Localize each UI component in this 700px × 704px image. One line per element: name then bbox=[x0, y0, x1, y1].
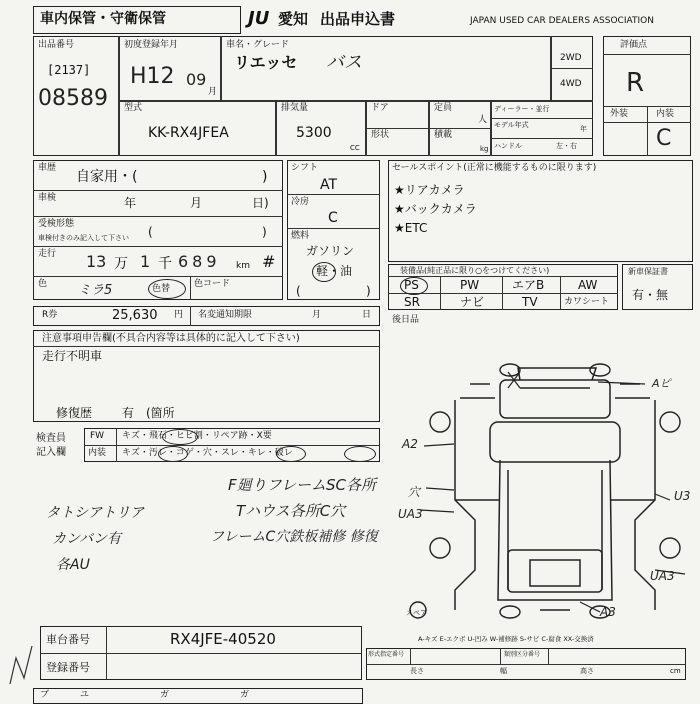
equip-airbag: エアB bbox=[512, 278, 545, 292]
load-label: 積載 bbox=[434, 130, 453, 140]
first-reg-month: 09 bbox=[186, 70, 207, 89]
bottom-tag-3: ガ bbox=[160, 690, 170, 700]
mileage-sen: 1 bbox=[140, 252, 151, 271]
class-label: 類別区分番号 bbox=[504, 651, 541, 658]
handnote-1: F廻りフレームSC各所 bbox=[228, 476, 377, 494]
diag-u3-right: U3 bbox=[674, 489, 691, 503]
form-title-en: JAPAN USED CAR DEALERS ASSOCIATION bbox=[470, 16, 654, 26]
fuel-open: ( bbox=[296, 284, 301, 298]
dim-height: 高さ bbox=[580, 667, 594, 675]
inspection-month: 月 bbox=[190, 196, 203, 210]
fuel-value-2: 軽・油 bbox=[316, 264, 353, 278]
lot-number: 08589 bbox=[38, 86, 108, 111]
inspector-label-2: 記入欄 bbox=[36, 447, 66, 458]
reception-note: 車検付きのみ記入して下さい bbox=[38, 234, 129, 242]
displacement-label: 排気量 bbox=[281, 103, 309, 113]
mileage-sen-unit: 千 bbox=[158, 256, 172, 272]
sales-points-label: セールスポイント(正常に機能するものに限ります) bbox=[392, 163, 597, 173]
in-scuff-circle bbox=[276, 446, 306, 462]
equip-tv: TV bbox=[522, 295, 538, 309]
equip-aw: AW bbox=[578, 278, 598, 292]
sales-point-2: ★バックカメラ bbox=[394, 202, 477, 216]
inspector-fw: FW bbox=[90, 431, 105, 441]
ac-value: C bbox=[328, 210, 338, 226]
mileage-unit: km bbox=[236, 261, 250, 271]
handnote-2: Tハウス各所C穴 bbox=[236, 502, 346, 520]
recycle-value: 25,630 bbox=[112, 308, 158, 323]
in-tear-circle bbox=[344, 446, 376, 462]
warranty-label: 新車保証書 bbox=[628, 267, 668, 276]
reception-open: ( bbox=[148, 225, 153, 239]
chassis-value: RX4JFE-40520 bbox=[170, 630, 276, 648]
capacity-label: 定員 bbox=[434, 103, 453, 113]
diag-hole: 穴 bbox=[408, 485, 421, 499]
handle-opts: 左・右 bbox=[556, 142, 577, 150]
car-grade-value: バス bbox=[326, 52, 362, 73]
handnote-5: カンバン有 bbox=[52, 531, 122, 547]
sales-point-3: ★ETC bbox=[394, 221, 428, 235]
mileage-rest: 689 bbox=[178, 252, 221, 271]
model-year-label: モデル年式 bbox=[494, 121, 529, 129]
color-label: 色 bbox=[38, 279, 48, 289]
first-reg-label: 初度登録年月 bbox=[124, 40, 179, 50]
history-label: 車歴 bbox=[38, 163, 57, 173]
after-label: 後日品 bbox=[392, 315, 420, 325]
fuel-label: 燃料 bbox=[291, 231, 310, 241]
margin-mark bbox=[6, 638, 36, 688]
registration-label: 登録番号 bbox=[46, 661, 90, 674]
repair-location: (箇所 bbox=[146, 406, 175, 420]
drive-4wd: 4WD bbox=[560, 79, 582, 89]
history-close: ) bbox=[262, 169, 268, 185]
diag-a-pillar: Aピ bbox=[652, 377, 671, 390]
notes-line-1: 走行不明車 bbox=[42, 349, 103, 363]
drive-2wd: 2WD bbox=[560, 53, 582, 63]
model-value: KK-RX4JFEA bbox=[148, 125, 229, 141]
name-change-label: 名変通知期限 bbox=[198, 310, 253, 320]
displacement-value: 5300 bbox=[296, 125, 332, 141]
lot-label: 出品番号 bbox=[38, 40, 75, 50]
shift-label: シフト bbox=[291, 163, 319, 173]
capacity-unit: 人 bbox=[478, 115, 488, 125]
recycle-label: R券 bbox=[42, 310, 58, 320]
handnote-6: 各AU bbox=[56, 557, 90, 573]
fuel-close: ) bbox=[366, 284, 371, 298]
equip-navi: ナビ bbox=[460, 295, 485, 309]
lot-sub: [2137] bbox=[47, 63, 91, 77]
equip-pw: PW bbox=[460, 278, 480, 292]
color-value: ミラ5 bbox=[78, 283, 113, 298]
equipment-label: 装備品(純正品に限り○をつけてください) bbox=[400, 266, 550, 275]
bottom-tag-1: ブ bbox=[40, 690, 50, 700]
mileage-label: 走行 bbox=[38, 249, 57, 259]
mileage-man: 13 bbox=[86, 252, 107, 271]
handnote-4: タトシアトリア bbox=[46, 505, 144, 521]
inspector-label-1: 検査員 bbox=[36, 433, 66, 444]
notes-title: 注意事項申告欄(不具合内容等は具体的に記入して下さい) bbox=[42, 333, 300, 344]
model-year-unit: 年 bbox=[580, 125, 587, 133]
bottom-tag-4: ガ bbox=[240, 690, 250, 700]
shape-label: 形状 bbox=[371, 130, 390, 140]
repair-value: 有 bbox=[122, 406, 135, 420]
color-changed-circle bbox=[148, 279, 186, 299]
name-change-month: 月 bbox=[312, 310, 322, 320]
handnote-3: フレームC穴鉄板補修 修復 bbox=[210, 529, 378, 545]
repair-label: 修復歴 bbox=[56, 406, 93, 420]
sales-point-1: ★リアカメラ bbox=[394, 183, 465, 197]
equip-ps: PS bbox=[404, 278, 419, 292]
interior-value: C bbox=[656, 126, 672, 151]
damage-legend: A-キズ E-エクボ U-凹み W-補修跡 S-サビ C-腐食 XX-交換済 bbox=[418, 635, 594, 643]
dim-width: 幅 bbox=[500, 667, 507, 675]
displacement-unit: CC bbox=[350, 144, 360, 152]
mileage-hash: # bbox=[262, 252, 276, 271]
equip-leather: カワシート bbox=[564, 297, 610, 307]
interior-label: 内装 bbox=[656, 109, 675, 119]
fuel-circle bbox=[312, 262, 336, 282]
inspector-interior: 内装 bbox=[88, 448, 107, 458]
reception-label: 受検形態 bbox=[38, 219, 75, 229]
in-dirt-circle bbox=[158, 446, 188, 462]
form-title: 出品申込書 bbox=[320, 10, 396, 28]
mileage-man-unit: 万 bbox=[114, 256, 128, 272]
color-code-label: 色コード bbox=[194, 279, 231, 289]
inspector-fw-items: キズ・飛石・ヒビ割・リペア跡・X要 bbox=[122, 431, 272, 441]
door-label: ドア bbox=[371, 103, 389, 113]
car-name-value: リエッセ bbox=[234, 53, 298, 72]
car-name-label: 車名・グレード bbox=[226, 40, 290, 50]
ju-logo: JU bbox=[248, 8, 270, 29]
recycle-unit: 円 bbox=[174, 310, 184, 320]
vehicle-damage-diagram bbox=[400, 360, 700, 630]
dealer-label: ディーラー・並行 bbox=[494, 105, 550, 113]
diag-spare: スペア bbox=[406, 609, 427, 617]
first-reg-era: H12 bbox=[130, 64, 175, 89]
ac-label: 冷房 bbox=[291, 197, 310, 207]
model-label: 型式 bbox=[124, 103, 143, 113]
dim-length: 長さ bbox=[410, 667, 424, 675]
diag-ua3-left: UA3 bbox=[398, 507, 423, 521]
name-change-day: 日 bbox=[362, 310, 372, 320]
fuel-value-1: ガソリン bbox=[306, 244, 355, 258]
equip-ps-circle bbox=[400, 277, 428, 295]
logo-city: 愛知 bbox=[278, 10, 309, 28]
storage-label: 車内保管・守衛保管 bbox=[40, 11, 166, 27]
diag-a2: A2 bbox=[402, 437, 418, 451]
history-value: 自家用・( bbox=[76, 169, 138, 185]
color-changed: 色替 bbox=[152, 284, 171, 294]
first-reg-month-unit: 月 bbox=[208, 87, 218, 97]
warranty-value: 有・無 bbox=[632, 288, 669, 302]
bottom-tag-2: ユ bbox=[80, 690, 90, 700]
handle-label: ハンドル bbox=[494, 142, 522, 150]
inspector-interior-items: キズ・汚レ・コゲ・穴・スレ・キレ・破レ bbox=[122, 448, 293, 458]
load-unit: kg bbox=[480, 145, 489, 153]
fw-stone-circle bbox=[162, 429, 198, 445]
dim-unit: cm bbox=[670, 667, 681, 675]
chassis-label: 車台番号 bbox=[46, 633, 90, 646]
equip-sr: SR bbox=[404, 295, 420, 309]
inspection-label: 車検 bbox=[38, 193, 57, 203]
diag-ua3-bottom: UA3 bbox=[650, 569, 675, 583]
reception-close: ) bbox=[262, 225, 267, 239]
shift-value: AT bbox=[320, 177, 338, 193]
inspection-day: 日) bbox=[252, 196, 269, 210]
spec-label: 形式指定番号 bbox=[368, 651, 405, 658]
rating-label: 評価点 bbox=[620, 40, 648, 50]
diag-a3: A3 bbox=[600, 605, 616, 619]
exterior-label: 外装 bbox=[610, 109, 629, 119]
rating-value: R bbox=[626, 68, 645, 98]
inspection-year: 年 bbox=[124, 196, 137, 210]
